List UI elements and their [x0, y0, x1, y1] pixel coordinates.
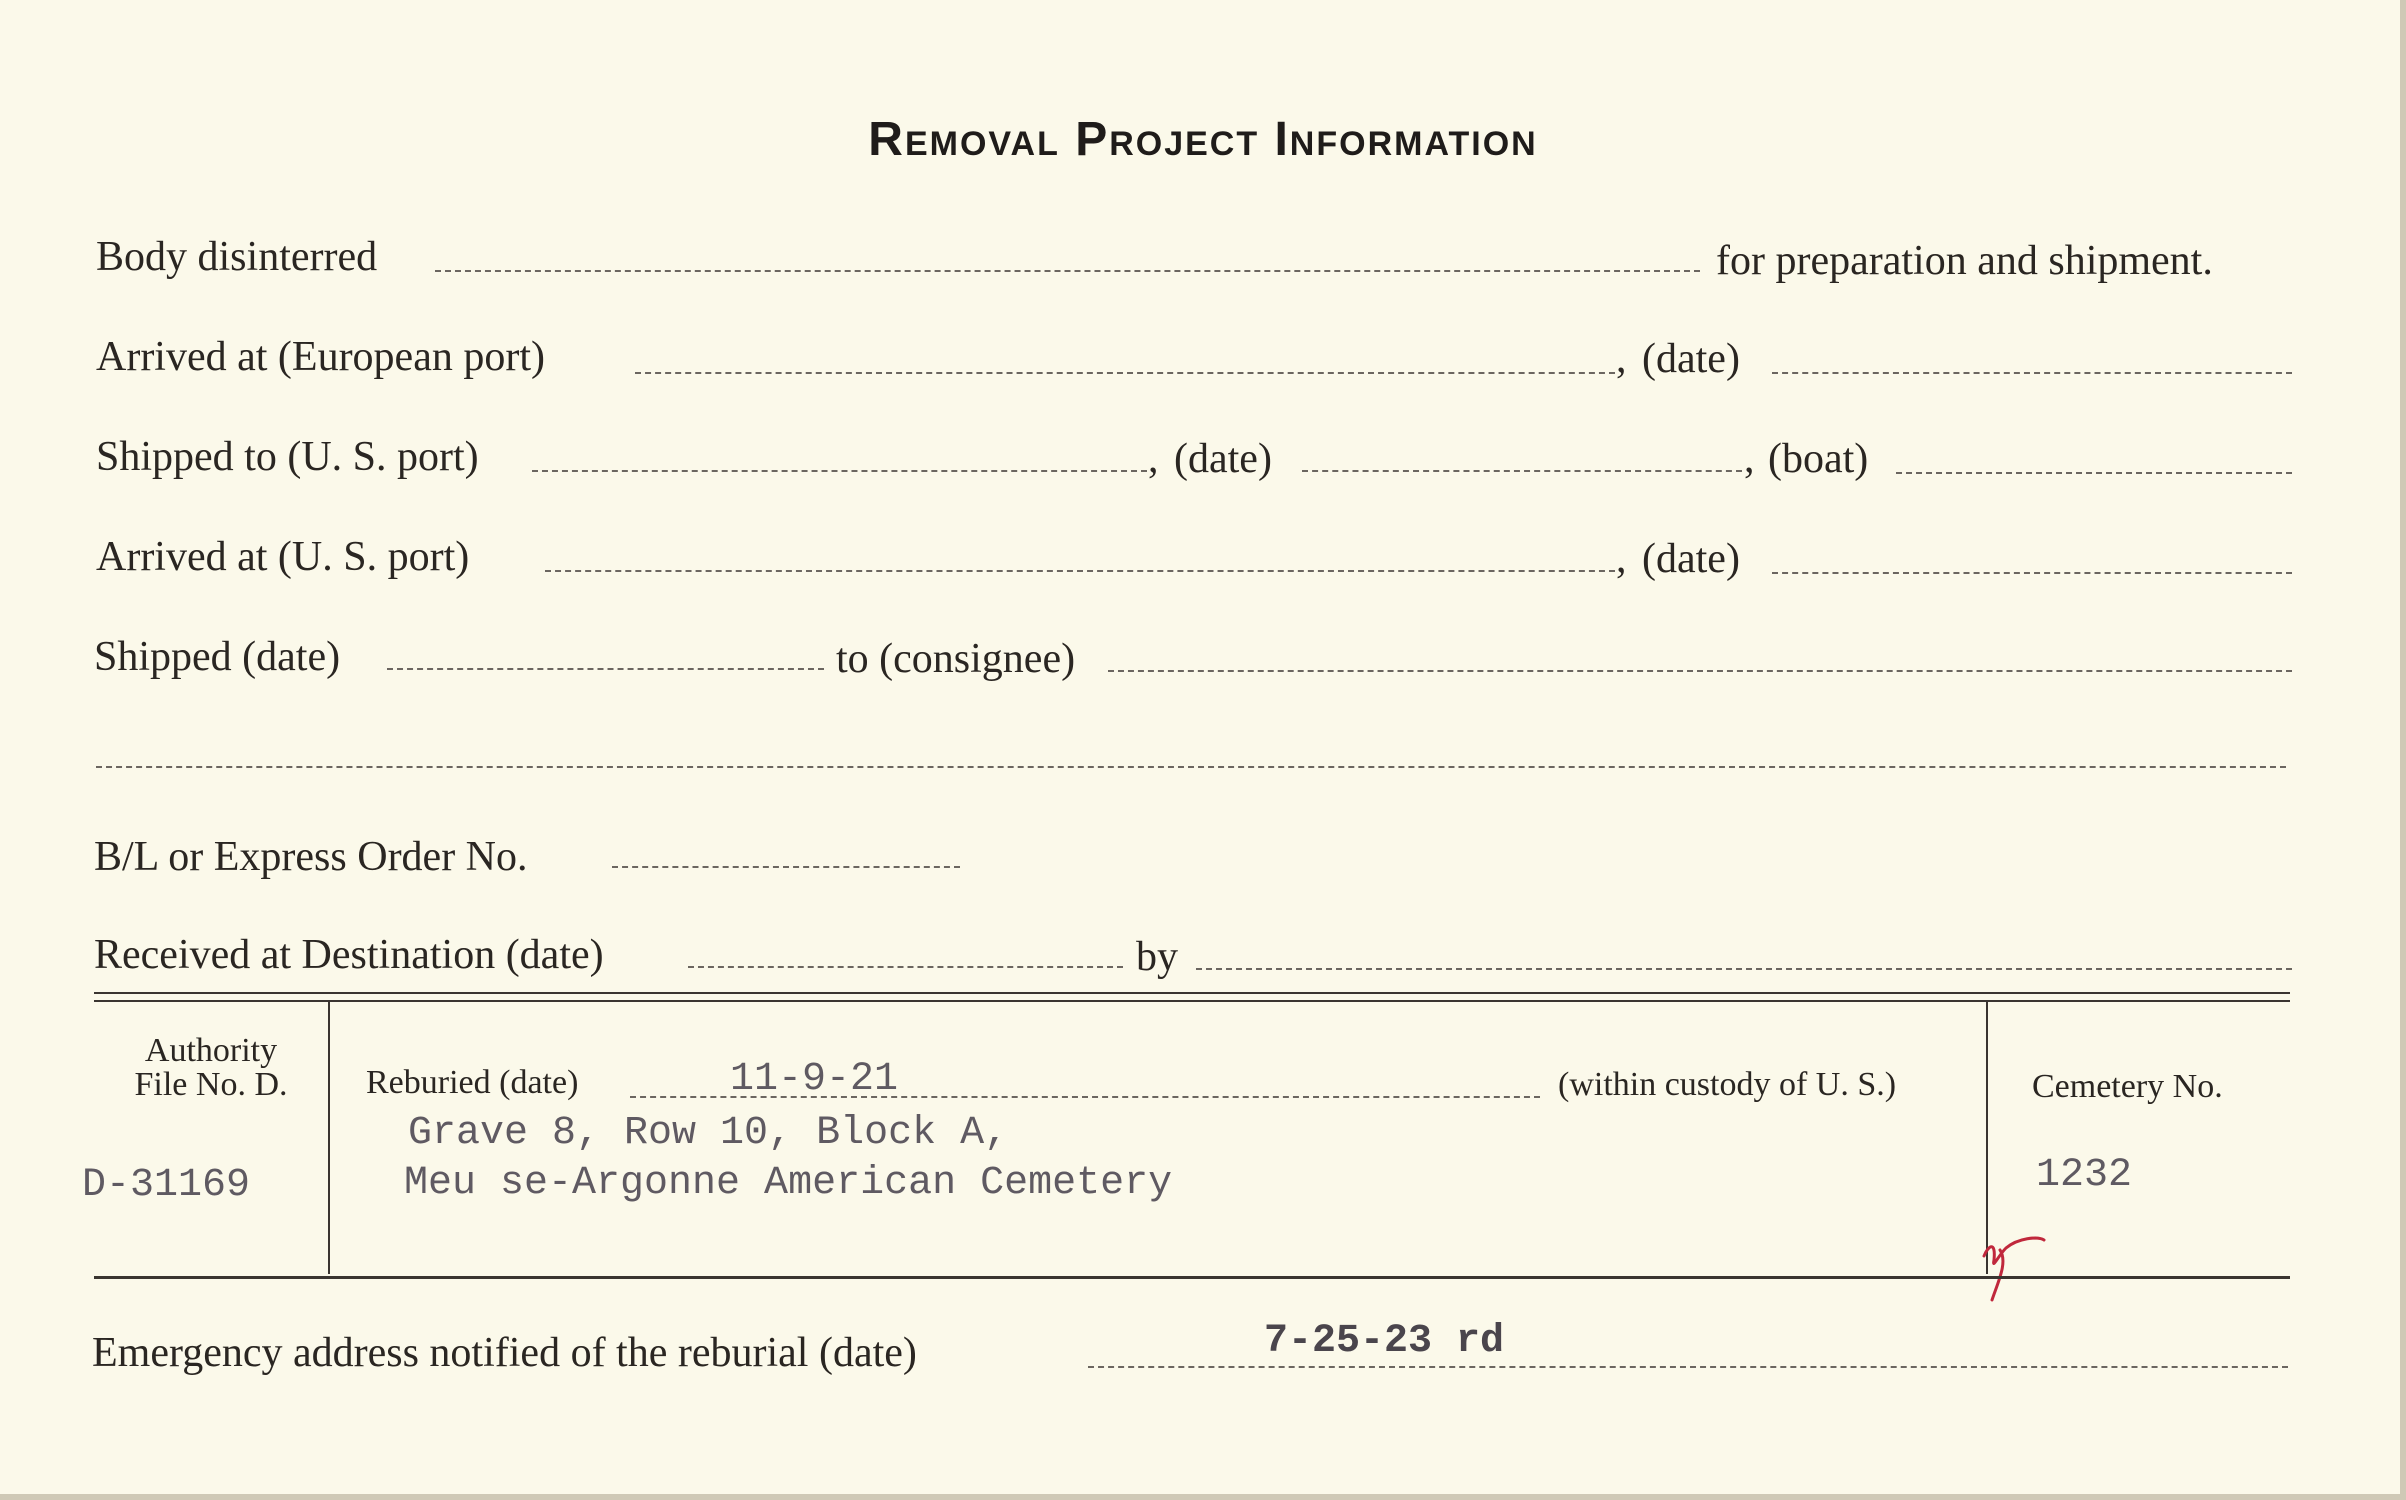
reburied-custody-label: (within custody of U. S.) [1558, 1066, 1897, 1103]
received-by-line [1196, 968, 2292, 970]
bl-label: B/L or Express Order No. [94, 834, 528, 880]
authority-file-number: D-31169 [82, 1163, 251, 1208]
arrived-european-comma: , [1616, 336, 1627, 382]
emergency-date-value: 7-25-23 rd [1264, 1319, 1505, 1364]
reburied-location-line-2: Meu se-Argonne American Cemetery [404, 1161, 1173, 1206]
arrived-european-date-line [1772, 372, 2292, 374]
cemetery-label: Cemetery No. [2032, 1068, 2223, 1105]
reburied-location-line-1: Grave 8, Row 10, Block A, [408, 1111, 1009, 1156]
shipped-us-comma-2: , [1744, 436, 1755, 482]
cemetery-number: 1232 [2036, 1153, 2133, 1198]
consignee-line [1108, 670, 2292, 672]
bl-line [612, 866, 960, 868]
received-date-line [688, 966, 1123, 968]
authority-divider [328, 1002, 330, 1274]
arrived-european-line [635, 372, 1615, 374]
double-rule-top [94, 992, 2290, 994]
shipped-us-label: Shipped to (U. S. port) [96, 434, 479, 480]
shipped-us-boat-line [1896, 472, 2292, 474]
body-disinterred-line [435, 270, 1700, 272]
reburied-date-value: 11-9-21 [730, 1057, 899, 1102]
arrived-us-label: Arrived at (U. S. port) [96, 534, 470, 580]
double-rule-bottom [94, 1000, 2290, 1002]
shipped-us-boat-label: (boat) [1768, 436, 1869, 482]
consignee-label: to (consignee) [836, 636, 1076, 682]
shipped-us-port-line [532, 470, 1147, 472]
arrived-us-line [545, 570, 1615, 572]
arrived-european-label: Arrived at (European port) [96, 334, 545, 380]
red-check-mark-icon [1978, 1226, 2048, 1306]
authority-label-line-2: File No. D. [134, 1066, 288, 1103]
consignee-continuation-line [96, 766, 2286, 768]
body-disinterred-label: Body disinterred [96, 234, 378, 280]
lower-rule [94, 1276, 2290, 1279]
shipped-us-date-line [1302, 470, 1742, 472]
received-by-label: by [1136, 934, 1178, 980]
received-label: Received at Destination (date) [94, 932, 604, 978]
emergency-date-line [1088, 1366, 2288, 1368]
shipped-us-date-label: (date) [1174, 436, 1272, 482]
body-disinterred-suffix: for preparation and shipment. [1716, 238, 2213, 284]
shipped-us-comma-1: , [1148, 436, 1159, 482]
page-title: Removal Project Information [868, 113, 1538, 166]
arrived-us-date-label: (date) [1642, 536, 1740, 582]
arrived-us-date-line [1772, 572, 2292, 574]
shipped-date-line [387, 668, 824, 670]
emergency-label: Emergency address notified of the reburial (date) [92, 1330, 917, 1376]
arrived-us-comma: , [1616, 536, 1627, 582]
authority-label-line-1: Authority [144, 1032, 278, 1069]
reburied-label: Reburied (date) [366, 1064, 579, 1101]
shipped-label: Shipped (date) [94, 634, 341, 680]
arrived-european-date-label: (date) [1642, 336, 1740, 382]
